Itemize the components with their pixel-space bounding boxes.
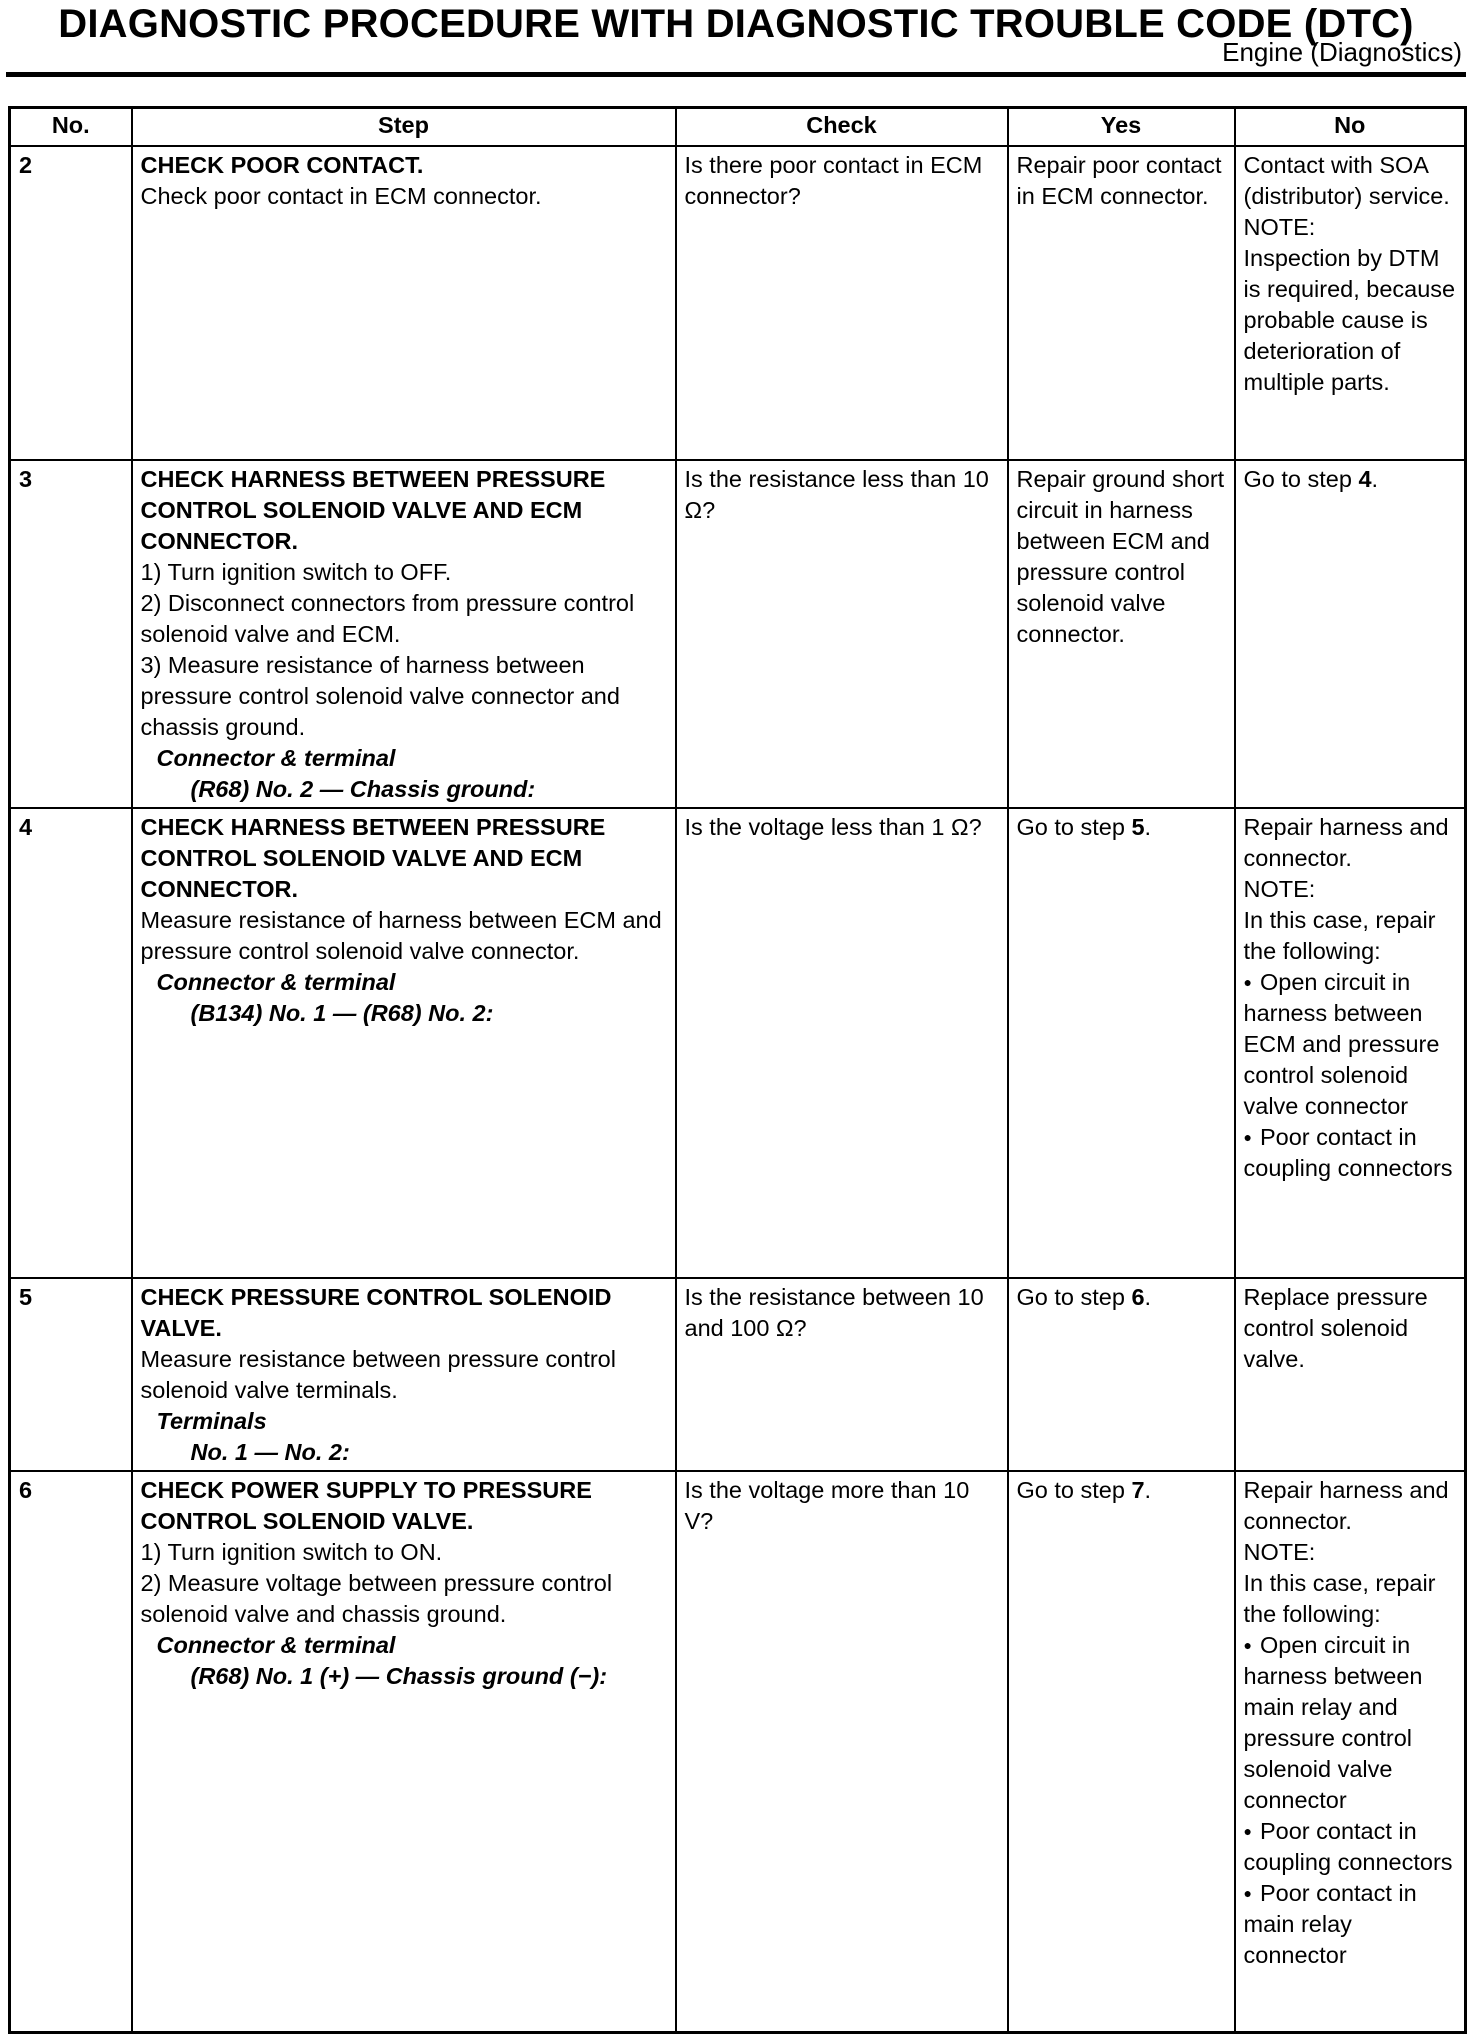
yes-cell bbox=[1008, 1278, 1235, 1471]
step-cell bbox=[132, 808, 676, 1278]
goto-suffix: . bbox=[1371, 465, 1379, 492]
terminal-spec: No. 1 — No. 2: bbox=[190, 1438, 350, 1465]
step-cell bbox=[132, 1471, 676, 2033]
no-cell bbox=[1235, 460, 1466, 808]
goto-step-number: 5 bbox=[1131, 813, 1145, 840]
step-instruction: 2) Disconnect connectors from pressure control solenoid valve and ECM. bbox=[140, 589, 635, 647]
terminal-label: Connector & terminal bbox=[156, 1631, 396, 1658]
goto-prefix: Go to step bbox=[1016, 1476, 1132, 1503]
step-instruction: Measure resistance of harness between ECM and pressure control solenoid valve connector. bbox=[140, 906, 662, 964]
terminal-spec: (R68) No. 2 — Chassis ground: bbox=[190, 775, 536, 802]
check-cell: Is the voltage more than 10 V? bbox=[676, 1471, 1008, 2033]
repair-item: ● Poor contact in coupling connectors bbox=[1244, 1816, 1457, 1878]
column-header-no-result: No bbox=[1235, 108, 1466, 146]
note-text: Inspection by DTM is required, because probable cause is deterioration of multiple parts. bbox=[1243, 244, 1456, 395]
step-cell bbox=[132, 1278, 676, 1471]
terminal-label: Connector & terminal bbox=[156, 744, 396, 771]
terminal-label: Terminals bbox=[156, 1407, 267, 1434]
check-cell: Is the resistance less than 10 Ω? bbox=[676, 460, 1008, 808]
goto-step-number: 6 bbox=[1131, 1283, 1145, 1310]
no-cell: Replace pressure control solenoid valve. bbox=[1235, 1278, 1466, 1471]
check-cell: Is the voltage less than 1 Ω? bbox=[676, 808, 1008, 1278]
column-header-yes: Yes bbox=[1008, 108, 1235, 146]
step-title: CHECK POWER SUPPLY TO PRESSURE CONTROL SOLENOID VALVE. bbox=[140, 1476, 592, 1534]
step-instruction: 1) Turn ignition switch to ON. bbox=[140, 1538, 443, 1565]
step-instruction: 1) Turn ignition switch to OFF. bbox=[140, 558, 452, 585]
column-header-no: No. bbox=[10, 108, 132, 146]
step-title: CHECK POOR CONTACT. bbox=[140, 151, 424, 178]
table-row bbox=[10, 146, 1466, 460]
table-header-row bbox=[10, 108, 1466, 146]
goto-suffix: . bbox=[1144, 1283, 1152, 1310]
goto-suffix: . bbox=[1144, 813, 1152, 840]
yes-cell: Repair poor contact in ECM connector. bbox=[1008, 146, 1235, 460]
no-action: Contact with SOA (distributor) service. bbox=[1243, 151, 1450, 209]
step-instruction: Check poor contact in ECM connector. bbox=[140, 182, 542, 209]
diagnostic-procedure-table bbox=[8, 106, 1467, 2034]
repair-item: ● Poor contact in coupling connectors bbox=[1244, 1122, 1457, 1184]
goto-suffix: . bbox=[1144, 1476, 1152, 1503]
table-row bbox=[10, 1471, 1466, 2033]
no-action: Repair harness and connector. bbox=[1243, 813, 1449, 871]
document-section: Engine (Diagnostics) bbox=[1222, 37, 1462, 67]
step-instruction: Measure resistance between pressure control solenoid valve terminals. bbox=[140, 1345, 616, 1403]
repair-item: ● Poor contact in main relay connector bbox=[1244, 1878, 1457, 1971]
yes-cell bbox=[1008, 1471, 1235, 2033]
terminal-spec: (B134) No. 1 — (R68) No. 2: bbox=[190, 999, 494, 1026]
table-row bbox=[10, 1278, 1466, 1471]
column-header-step: Step bbox=[132, 108, 676, 146]
page-header bbox=[0, 0, 1472, 80]
goto-prefix: Go to step bbox=[1016, 1283, 1132, 1310]
yes-cell: Repair ground short circuit in harness between ECM and pressure control solenoid valve connector. bbox=[1008, 460, 1235, 808]
column-header-check: Check bbox=[676, 108, 1008, 146]
repair-item: ● Open circuit in harness between ECM and pressure control solenoid valve connector bbox=[1244, 967, 1457, 1122]
goto-step-number: 4 bbox=[1358, 465, 1372, 492]
table-row bbox=[10, 808, 1466, 1278]
step-number: 6 bbox=[10, 1471, 132, 2033]
goto-step-number: 7 bbox=[1131, 1476, 1145, 1503]
step-cell bbox=[132, 146, 676, 460]
note-text: In this case, repair the following: bbox=[1243, 906, 1436, 964]
no-cell bbox=[1235, 146, 1466, 460]
note-label: NOTE: bbox=[1243, 875, 1316, 902]
step-number: 2 bbox=[10, 146, 132, 460]
table-row bbox=[10, 460, 1466, 808]
no-cell bbox=[1235, 808, 1466, 1278]
check-cell: Is there poor contact in ECM connector? bbox=[676, 146, 1008, 460]
note-text: In this case, repair the following: bbox=[1243, 1569, 1436, 1627]
check-cell: Is the resistance between 10 and 100 Ω? bbox=[676, 1278, 1008, 1471]
terminal-label: Connector & terminal bbox=[156, 968, 396, 995]
no-cell bbox=[1235, 1471, 1466, 2033]
step-instruction: 2) Measure voltage between pressure control solenoid valve and chassis ground. bbox=[140, 1569, 613, 1627]
goto-prefix: Go to step bbox=[1016, 813, 1132, 840]
step-title: CHECK PRESSURE CONTROL SOLENOID VALVE. bbox=[140, 1283, 612, 1341]
step-number: 4 bbox=[10, 808, 132, 1278]
step-number: 5 bbox=[10, 1278, 132, 1471]
repair-item: ● Open circuit in harness between main relay and pressure control solenoid valve connector bbox=[1244, 1630, 1457, 1816]
document-title: DIAGNOSTIC PROCEDURE WITH DIAGNOSTIC TROUBLE CODE (DTC) bbox=[58, 2, 1414, 46]
note-label: NOTE: bbox=[1243, 213, 1316, 240]
step-instruction: 3) Measure resistance of harness between pressure control solenoid valve connector and chassis ground. bbox=[140, 651, 620, 740]
step-cell bbox=[132, 460, 676, 808]
step-title: CHECK HARNESS BETWEEN PRESSURE CONTROL SOLENOID VALVE AND ECM CONNECTOR. bbox=[140, 465, 606, 554]
no-action: Repair harness and connector. bbox=[1243, 1476, 1449, 1534]
header-rule bbox=[6, 72, 1466, 77]
step-number: 3 bbox=[10, 460, 132, 808]
step-title: CHECK HARNESS BETWEEN PRESSURE CONTROL SOLENOID VALVE AND ECM CONNECTOR. bbox=[140, 813, 606, 902]
terminal-spec: (R68) No. 1 (+) — Chassis ground (−): bbox=[190, 1662, 608, 1689]
goto-prefix: Go to step bbox=[1243, 465, 1359, 492]
yes-cell bbox=[1008, 808, 1235, 1278]
note-label: NOTE: bbox=[1243, 1538, 1316, 1565]
